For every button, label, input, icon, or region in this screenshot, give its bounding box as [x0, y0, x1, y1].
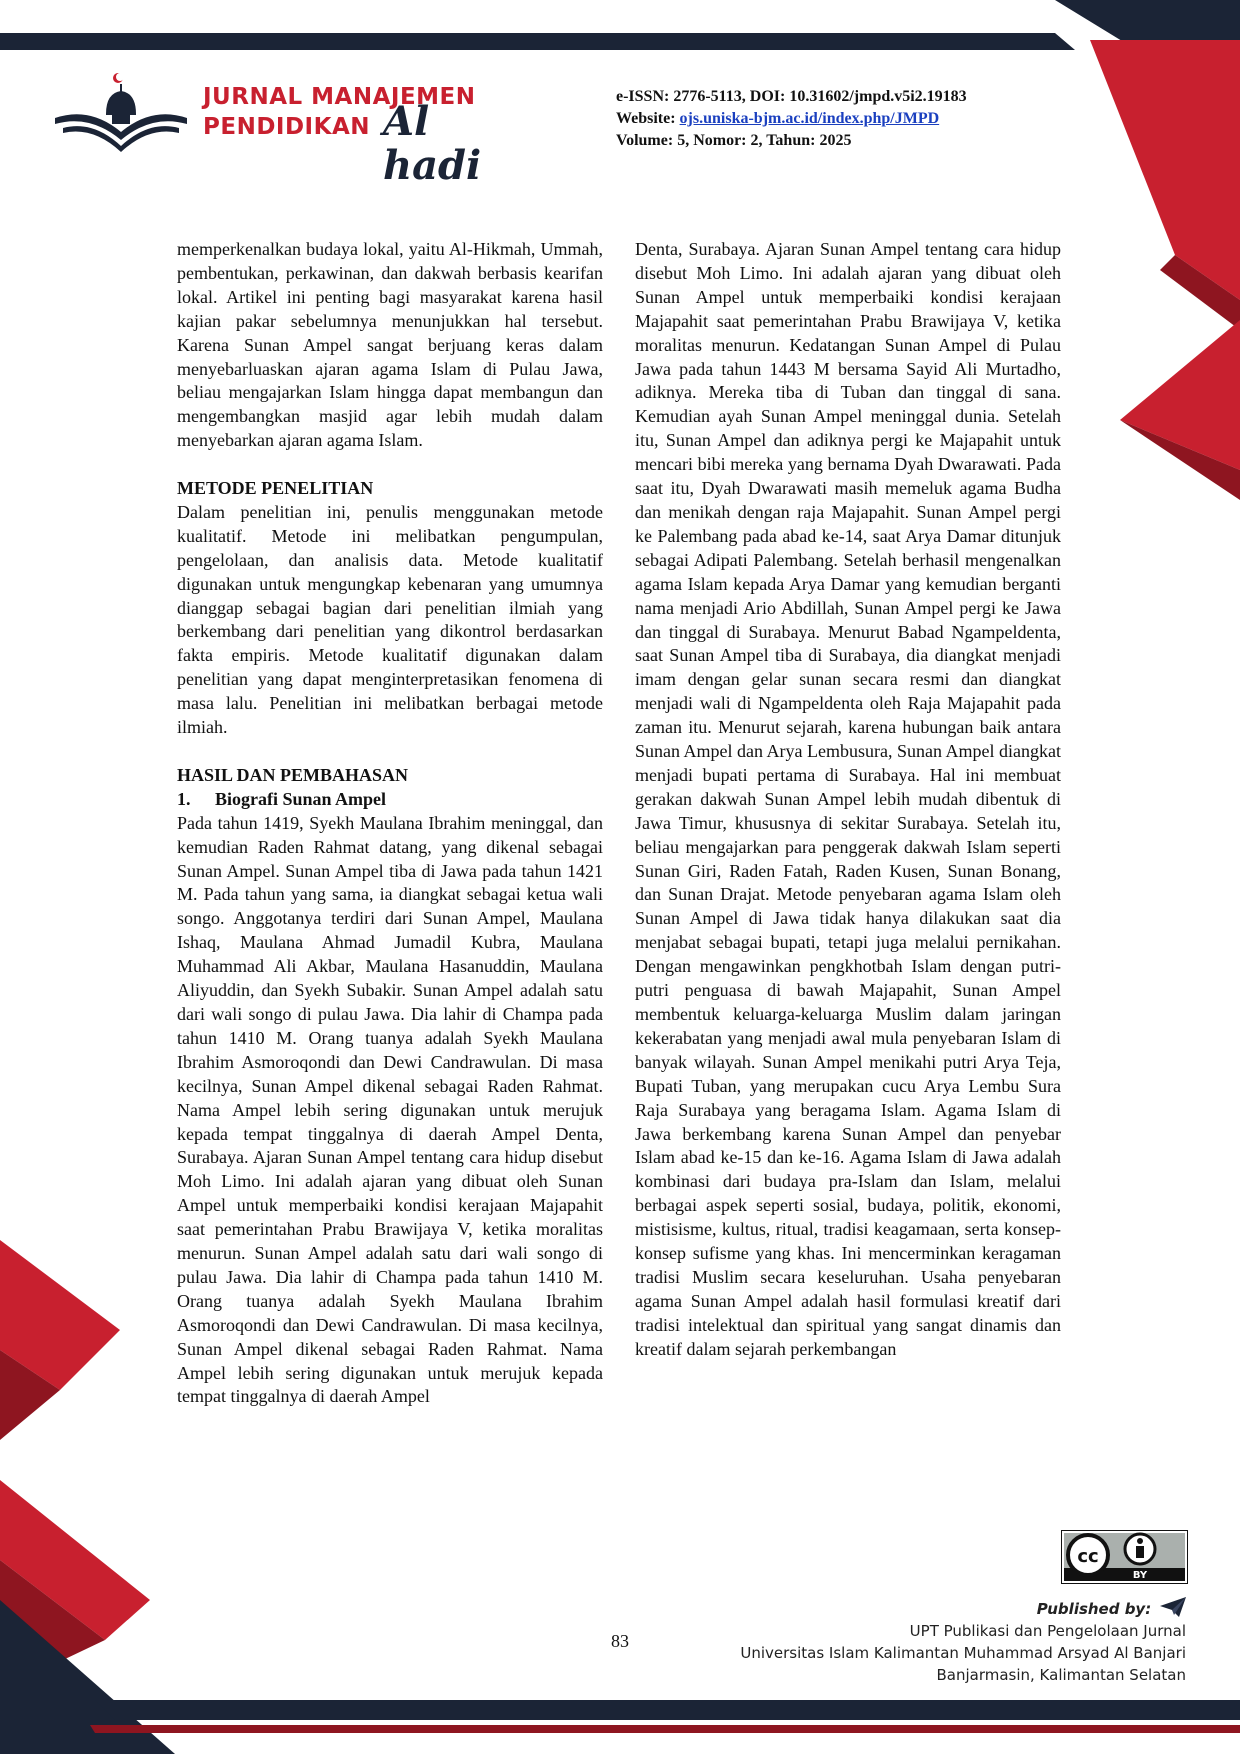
right-column — [635, 238, 1061, 1362]
volume-info: Volume: 5, Nomor: 2, Tahun: 2025 — [616, 132, 852, 149]
journal-logo — [55, 70, 525, 189]
left-column — [177, 238, 603, 1409]
subheading-title: Biografi Sunan Ampel — [215, 788, 387, 809]
publisher-line-3: Banjarmasin, Kalimantan Selatan — [936, 1666, 1186, 1684]
journal-title-line2: PENDIDIKAN — [203, 114, 370, 140]
website-line — [616, 108, 967, 130]
person-attribution-icon — [1125, 1534, 1155, 1564]
journal-script-name: Al hadi — [383, 98, 482, 189]
subheading-number: 1. — [177, 788, 191, 809]
mosque-book-logo-icon — [55, 70, 195, 160]
paper-plane-icon — [1160, 1597, 1186, 1617]
website-link[interactable]: ojs.uniska-bjm.ac.id/index.php/JMPD — [679, 110, 940, 127]
heading-hasil-pembahasan: HASIL DAN PEMBAHASAN — [177, 764, 409, 785]
page-number: 83 — [611, 1631, 629, 1651]
eissn-doi: e-ISSN: 2776-5113, DOI: 10.31602/jmpd.v5i2.19183 — [616, 88, 967, 105]
creative-commons-icon — [1068, 1535, 1108, 1575]
journal-metadata — [616, 86, 967, 152]
publisher-line-1: UPT Publikasi dan Pengelolaan Jurnal — [909, 1622, 1186, 1640]
paragraph-intro: memperkenalkan budaya lokal, yaitu Al-Hikmah, Ummah, pembentukan, perkawinan, dan dakwah berbasis kearifan lokal. Artikel ini penting bagi masyarakat karena hasil kajian pakar sebelumnya menunjukkan hal tersebut. Karena Sunan Ampel sangat berjuang keras dalam menyebarluaskan ajaran agama Islam di Pulau Jawa, beliau mengajarkan Islam hingga dapat membangun dan mengembangkan masjid agar lebih mudah dalam menyebarkan ajaran agama Islam. — [177, 239, 603, 451]
heading-metode-penelitian: METODE PENELITIAN — [177, 478, 374, 499]
website-label: Website: — [616, 110, 680, 127]
cc-by-license-badge — [1061, 1530, 1188, 1584]
published-by-line — [740, 1597, 1186, 1620]
journal-title-line1: JURNAL MANAJEMEN — [203, 84, 476, 110]
published-by-label: Published by: — [1036, 1600, 1152, 1618]
paragraph-biography: Pada tahun 1419, Syekh Maulana Ibrahim meninggal, dan kemudian Raden Rahmat datang, yang dikenal sebagai Sunan Ampel. Sunan Ampel tiba di Jawa pada tahun 1421 M. Pada tahun yang sama, ia diangkat sebagai ketua wali songo. Anggotanya terdiri dari Sunan Ampel, Maulana Ishaq, Maulana Ahmad Jumadil Kubra, Maulana Muhammad Ali Akbar, Maulana Hasanuddin, Maulana Aliyuddin, dan Syekh Subakir. Sunan Ampel adalah satu dari wali songo di pulau Jawa. Dia lahir di Champa pada tahun 1410 M. Orang tuanya adalah Syekh Maulana Ibrahim Asmoroqondi dan Dewi Candrawulan. Di masa kecilnya, Sunan Ampel dikenal sebagai Raden Rahmat. Nama Ampel lebih sering digunakan untuk merujuk kepada tempat tinggalnya di daerah Ampel Denta, Surabaya. Ajaran Sunan Ampel tentang cara hidup disebut Moh Limo. Ini adalah ajaran yang dibuat oleh Sunan Ampel untuk memperbaiki kondisi kerajaan Majapahit saat pemerintahan Prabu Brawijaya V, ketika moralitas menurun. Sunan Ampel adalah satu dari wali songo di pulau Jawa. Dia lahir di Champa pada tahun 1410 M. Orang tuanya adalah Syekh Maulana Ibrahim Asmoroqondi dan Dewi Candrawulan. Di masa kecilnya, Sunan Ampel dikenal sebagai Raden Rahmat. Nama Ampel lebih sering digunakan untuk merujuk kepada tempat tinggalnya di daerah Ampel — [177, 812, 603, 1407]
publisher-line-2: Universitas Islam Kalimantan Muhammad Arsyad Al Banjari — [740, 1644, 1186, 1662]
paragraph-continued: Denta, Surabaya. Ajaran Sunan Ampel tentang cara hidup disebut Moh Limo. Ini adalah ajaran yang dibuat oleh Sunan Ampel untuk memperbaiki kondisi kerajaan Majapahit saat pemerintahan Prabu Brawijaya V, ketika moralitas menurun. Kedatangan Sunan Ampel di Pulau Jawa pada tahun 1443 M bersama Sayid Ali Murtadho, adiknya. Mereka tiba di Tuban dan tinggal di sana. Kemudian ayah Sunan Ampel meninggal dunia. Setelah itu, Sunan Ampel dan adiknya pergi ke Majapahit untuk mencari bibi mereka yang bernama Dyah Dwarawati. Pada saat itu, Dyah Dwarawati masih memeluk agama Budha dan menikah dengan raja Majapahit. Sunan Ampel pergi ke Palembang pada abad ke-14, saat Arya Damar ditunjuk sebagai Adipati Palembang. Setelah berhasil mengenalkan agama Islam kepada Arya Damar yang kemudian berganti nama menjadi Ario Abdillah, Sunan Ampel pergi ke Jawa dan tinggal di Surabaya. Menurut Babad Ngampeldenta, saat Sunan Ampel tiba di Surabaya, dia diangkat menjadi imam dengan gelar sunan secara resmi dan diangkat menjadi wali di Ngampeldenta oleh Raja Majapahit pada zaman itu. Menurut sejarah, karena hubungan baik antara Sunan Ampel dan Arya Lembusura, Sunan Ampel diangkat menjadi bupati pertama di Surabaya. Hal ini membuat gerakan dakwah Sunan Ampel lebih mudah dibentuk di Jawa Timur, khususnya di sekitar Surabaya. Setelah itu, beliau mengajarkan para penggerak dakwah Islam seperti Sunan Giri, Raden Fatah, Raden Kusen, Sunan Bonang, dan Sunan Drajat. Metode penyebaran agama Islam oleh Sunan Ampel di Jawa tidak hanya dilakukan saat dia menjabat sebagai bupati, tetapi juga melalui pernikahan. Dengan mengawinkan pengkhotbah Islam dengan putri-putri penguasa di bawah Majapahit, Sunan Ampel membentuk keluarga-keluarga Muslim dalam jaringan kekerabatan yang menjadi awal mula penyebaran Islam di banyak wilayah. Sunan Ampel menikahi putri Arya Teja, Bupati Tuban, yang merupakan cucu Arya Lembu Sura Raja Surabaya yang beragama Islam. Agama Islam di Jawa berkembang karena Sunan Ampel dan penyebar Islam abad ke-15 dan ke-16. Agama Islam di Jawa adalah kombinasi dari budaya pra-Islam dan Islam, melalui berbagai aspek seperti sosial, budaya, politik, ekonomi, mistisisme, kultus, ritual, tradisi keagamaan, serta konsep-konsep sufisme yang khas. Ini mencerminkan keragaman tradisi Muslim secara keseluruhan. Usaha penyebaran agama Sunan Ampel adalah hasil formulasi kreatif dari tradisi intelektual dan spiritual yang sangat dinamis dan kreatif dalam sejarah perkembangan — [635, 239, 1061, 1359]
license-badge-label: BY — [1132, 1570, 1148, 1581]
paragraph-method: Dalam penelitian ini, penulis menggunakan metode kualitatif. Metode ini melibatkan pengumpulan, pengelolaan, dan analisis data. Metode kualitatif digunakan untuk mengungkap kebenaran yang umumnya dianggap sebagai bagian dari penelitian ilmiah yang berkembang dari penelitian yang dikontrol berdasarkan fakta empiris. Metode kualitatif digunakan dalam penelitian yang dapat menginterpretasikan fenomena di masa lalu. Penelitian ini melibatkan berbagai metode ilmiah. — [177, 501, 603, 738]
svg-text:cc: cc — [1077, 1546, 1099, 1567]
subheading-biografi — [177, 788, 603, 812]
